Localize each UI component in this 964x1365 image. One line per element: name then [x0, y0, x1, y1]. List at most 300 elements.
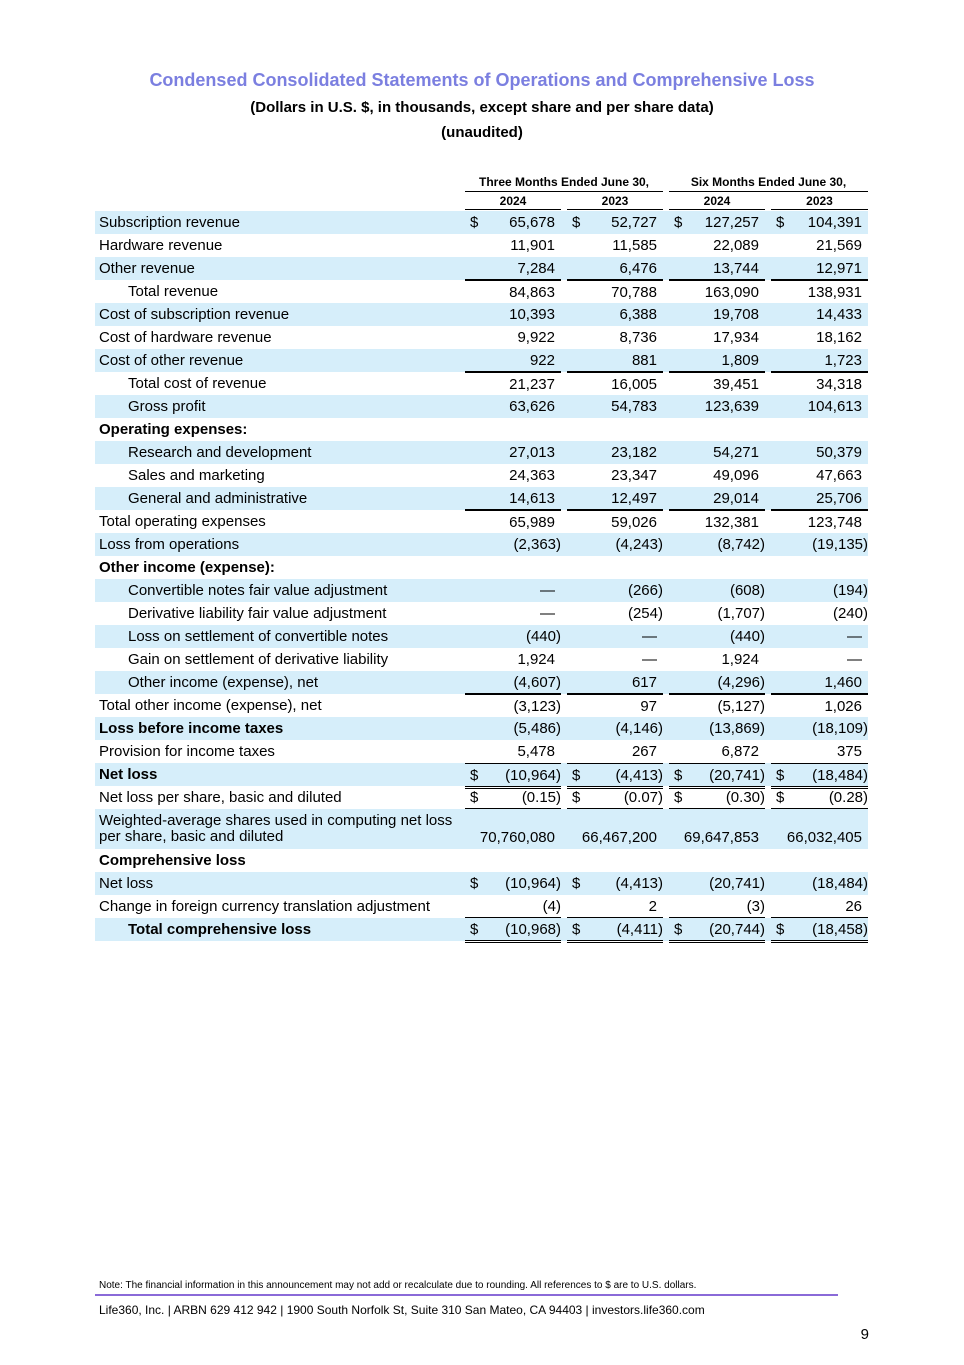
table-cell	[567, 826, 663, 848]
cell-value: 18,162	[816, 329, 862, 346]
row-label: Loss from operations	[99, 536, 240, 553]
table-cell	[669, 303, 765, 325]
table-row	[95, 809, 868, 849]
cell-value: (440)	[525, 628, 561, 645]
table-cell	[771, 349, 868, 372]
cell-value: (10,964)	[505, 767, 561, 784]
table-cell	[567, 487, 663, 510]
table-row	[95, 487, 868, 510]
cell-value: 14,433	[816, 306, 862, 323]
currency-symbol: $	[776, 921, 785, 938]
row-label: Comprehensive loss	[99, 852, 246, 869]
cell-value: (10,964)	[505, 875, 561, 892]
table-cell	[771, 280, 868, 303]
cell-value: 5,478	[517, 743, 555, 760]
table-cell	[567, 510, 663, 533]
row-label: Net loss per share, basic and diluted	[99, 789, 342, 806]
table-row	[95, 602, 868, 625]
cell-value: 14,613	[509, 490, 555, 507]
table-cell	[669, 280, 765, 303]
cell-value: 1,026	[824, 698, 862, 715]
cell-value: (5,486)	[513, 720, 561, 737]
cell-value: 34,318	[816, 376, 862, 393]
cell-value: (20,744)	[709, 921, 765, 938]
table-cell	[771, 602, 868, 624]
cell-value: 10,393	[509, 306, 555, 323]
cell-value: 65,989	[509, 514, 555, 531]
cell-value: (13,869)	[709, 720, 765, 737]
cell-value: 7,284	[517, 260, 555, 277]
cell-value: 21,237	[509, 376, 555, 393]
cell-value: 69,647,853	[683, 829, 759, 846]
table-row	[95, 326, 868, 349]
row-label: Total cost of revenue	[128, 375, 267, 392]
cell-value: (0.30)	[725, 789, 765, 806]
cell-value: 66,467,200	[581, 829, 657, 846]
table-row	[95, 257, 868, 280]
row-label: Cost of hardware revenue	[99, 329, 272, 346]
table-cell	[465, 234, 561, 256]
cell-value: —	[847, 628, 862, 645]
table-cell	[567, 257, 663, 280]
table-cell	[567, 625, 663, 647]
cell-value: (240)	[832, 605, 868, 622]
cell-value: (20,741)	[709, 875, 765, 892]
cell-value: 12,497	[611, 490, 657, 507]
cell-value: —	[540, 582, 555, 599]
cell-value: 66,032,405	[786, 829, 862, 846]
currency-symbol: $	[674, 214, 683, 231]
cell-value: 1,924	[517, 651, 555, 668]
cell-value: 1,723	[824, 352, 862, 369]
table-cell	[567, 694, 663, 717]
cell-value: 54,783	[611, 398, 657, 415]
currency-symbol: $	[572, 214, 581, 231]
header-year: 2023	[567, 193, 663, 210]
cell-value: (254)	[627, 605, 663, 622]
cell-value: 267	[631, 743, 657, 760]
table-cell	[669, 786, 765, 811]
table-cell	[669, 510, 765, 533]
cell-value: 132,381	[704, 514, 759, 531]
currency-symbol: $	[776, 214, 785, 231]
cell-value: (4)	[542, 898, 561, 915]
row-label: Loss before income taxes	[99, 720, 284, 737]
table-cell	[771, 872, 868, 894]
cell-value: 22,089	[713, 237, 759, 254]
currency-symbol: $	[470, 767, 479, 784]
table-cell	[771, 648, 868, 670]
header-year: 2024	[669, 193, 765, 210]
table-row	[95, 648, 868, 671]
row-label: Total operating expenses	[99, 513, 266, 530]
header-three-months: Three Months Ended June 30,	[465, 173, 663, 192]
page-number: 9	[860, 1326, 869, 1343]
cell-value: (4,413)	[615, 767, 663, 784]
cell-value: 59,026	[611, 514, 657, 531]
cell-value: 25,706	[816, 490, 862, 507]
cell-value: (19,135)	[812, 536, 868, 553]
cell-value: (2,363)	[513, 536, 561, 553]
table-cell	[669, 395, 765, 417]
table-cell	[771, 694, 868, 717]
table-cell	[771, 510, 868, 533]
cell-value: 104,613	[807, 398, 862, 415]
row-label: Other income (expense):	[99, 559, 275, 576]
table-cell	[771, 895, 868, 918]
currency-symbol: $	[674, 767, 683, 784]
cell-value: 24,363	[509, 467, 555, 484]
table-row	[95, 372, 868, 395]
row-label: Research and development	[128, 444, 312, 461]
currency-symbol: $	[470, 875, 479, 892]
table-cell	[669, 625, 765, 647]
cell-value: (4,146)	[615, 720, 663, 737]
cell-value: 104,391	[807, 214, 862, 231]
table-cell	[567, 280, 663, 303]
table-row	[95, 464, 868, 487]
table-cell	[567, 786, 663, 811]
cell-value: 127,257	[704, 214, 759, 231]
row-label: Derivative liability fair value adjustment	[128, 605, 387, 622]
table-row	[95, 717, 868, 740]
cell-value: 70,760,080	[479, 829, 555, 846]
cell-value: 8,736	[619, 329, 657, 346]
currency-symbol: $	[572, 875, 581, 892]
cell-value: 123,639	[704, 398, 759, 415]
cell-value: 23,347	[611, 467, 657, 484]
table-cell	[669, 895, 765, 918]
table-cell	[465, 326, 561, 348]
cell-value: (1,707)	[717, 605, 765, 622]
cell-value: 1,809	[721, 352, 759, 369]
table-cell	[465, 395, 561, 417]
cell-value: (4,607)	[513, 674, 561, 691]
statement-title: Condensed Consolidated Statements of Operations and Comprehensive Loss	[149, 70, 815, 90]
statement-subtitle: (Dollars in U.S. $, in thousands, except share and per share data)	[250, 99, 714, 116]
table-cell	[669, 648, 765, 670]
table-cell	[669, 740, 765, 762]
table-row	[95, 533, 868, 556]
table-cell	[567, 464, 663, 486]
row-label: Convertible notes fair value adjustment	[128, 582, 388, 599]
table-cell	[465, 441, 561, 463]
table-row	[95, 579, 868, 602]
table-cell	[669, 464, 765, 486]
table-cell	[669, 234, 765, 256]
table-cell	[771, 257, 868, 280]
row-label: Total comprehensive loss	[128, 921, 312, 938]
table-cell	[465, 257, 561, 280]
row-label: Change in foreign currency translation adjustment	[99, 898, 431, 915]
table-row	[95, 849, 868, 872]
table-cell	[567, 303, 663, 325]
table-row	[95, 211, 868, 234]
cell-value: —	[642, 628, 657, 645]
cell-value: 39,451	[713, 376, 759, 393]
cell-value: 54,271	[713, 444, 759, 461]
row-label: Net loss	[99, 766, 158, 783]
table-cell	[567, 579, 663, 601]
row-label: Weighted-average shares used in computing net loss per share, basic and diluted	[99, 812, 453, 845]
table-cell	[771, 579, 868, 601]
cell-value: (4,413)	[615, 875, 663, 892]
row-label: Operating expenses:	[99, 421, 248, 438]
table-cell	[465, 625, 561, 647]
cell-value: (0.07)	[623, 789, 663, 806]
cell-value: (0.28)	[828, 789, 868, 806]
cell-value: 50,379	[816, 444, 862, 461]
cell-value: 123,748	[807, 514, 862, 531]
cell-value: 27,013	[509, 444, 555, 461]
cell-value: (10,968)	[505, 921, 561, 938]
table-cell	[567, 372, 663, 395]
table-cell	[669, 671, 765, 694]
table-cell	[465, 487, 561, 510]
table-row	[95, 740, 868, 763]
table-row	[95, 625, 868, 648]
cell-value: 65,678	[509, 214, 555, 231]
table-cell	[771, 326, 868, 348]
table-cell	[465, 648, 561, 670]
cell-value: —	[540, 605, 555, 622]
table-row	[95, 895, 868, 918]
cell-value: (194)	[832, 582, 868, 599]
table-cell	[465, 533, 561, 555]
table-row	[95, 872, 868, 895]
cell-value: 9,922	[517, 329, 555, 346]
table-cell	[465, 872, 561, 894]
row-label: Subscription revenue	[99, 214, 240, 231]
table-cell	[669, 372, 765, 395]
table-row	[95, 441, 868, 464]
cell-value: —	[642, 651, 657, 668]
table-cell	[669, 257, 765, 280]
table-cell	[771, 918, 868, 943]
table-cell	[567, 234, 663, 256]
table-cell	[771, 786, 868, 811]
table-row	[95, 234, 868, 257]
table-cell	[465, 717, 561, 739]
cell-value: 19,708	[713, 306, 759, 323]
row-label: Cost of other revenue	[99, 352, 244, 369]
cell-value: 97	[640, 698, 657, 715]
cell-value: (18,109)	[812, 720, 868, 737]
table-cell	[669, 349, 765, 372]
table-cell	[771, 372, 868, 395]
cell-value: 375	[836, 743, 862, 760]
table-cell	[669, 326, 765, 348]
table-cell	[669, 533, 765, 555]
table-cell	[669, 441, 765, 463]
cell-value: (4,296)	[717, 674, 765, 691]
table-row	[95, 418, 868, 441]
cell-value: 63,626	[509, 398, 555, 415]
cell-value: (3,123)	[513, 698, 561, 715]
table-cell	[567, 441, 663, 463]
cell-value: 23,182	[611, 444, 657, 461]
row-label: Total revenue	[128, 283, 219, 300]
cell-value: 16,005	[611, 376, 657, 393]
row-label: Cost of subscription revenue	[99, 306, 290, 323]
table-cell	[465, 826, 561, 848]
table-body	[95, 211, 868, 941]
table-cell	[465, 372, 561, 395]
cell-value: 6,388	[619, 306, 657, 323]
table-cell	[567, 326, 663, 348]
table-cell	[567, 918, 663, 943]
table-cell	[465, 694, 561, 717]
table-row	[95, 671, 868, 694]
table-cell	[669, 579, 765, 601]
table-cell	[669, 211, 765, 233]
table-cell	[771, 740, 868, 762]
cell-value: (18,484)	[812, 767, 868, 784]
row-label: Sales and marketing	[128, 467, 265, 484]
row-label: Other revenue	[99, 260, 195, 277]
row-label: Loss on settlement of convertible notes	[128, 628, 389, 645]
cell-value: 21,569	[816, 237, 862, 254]
table-cell	[567, 533, 663, 555]
table-cell	[567, 349, 663, 372]
table-cell	[771, 303, 868, 325]
cell-value: 163,090	[704, 284, 759, 301]
table-cell	[567, 717, 663, 739]
table-cell	[465, 280, 561, 303]
table-cell	[771, 671, 868, 694]
footer-divider	[95, 1294, 838, 1296]
table-cell	[771, 533, 868, 555]
table-cell	[669, 717, 765, 739]
table-cell	[567, 211, 663, 233]
table-cell	[465, 464, 561, 486]
table-row	[95, 510, 868, 533]
header-year: 2023	[771, 193, 868, 210]
cell-value: (20,741)	[709, 767, 765, 784]
table-cell	[465, 349, 561, 372]
table-row	[95, 556, 868, 579]
cell-value: 6,872	[721, 743, 759, 760]
table-row	[95, 918, 868, 941]
table-row	[95, 303, 868, 326]
table-cell	[669, 918, 765, 943]
cell-value: (4,243)	[615, 536, 663, 553]
cell-value: 52,727	[611, 214, 657, 231]
unaudited-label: (unaudited)	[441, 124, 523, 141]
cell-value: —	[847, 651, 862, 668]
table-cell	[465, 895, 561, 918]
table-cell	[771, 441, 868, 463]
currency-symbol: $	[470, 921, 479, 938]
table-cell	[567, 671, 663, 694]
cell-value: 1,460	[824, 674, 862, 691]
table-cell	[567, 602, 663, 624]
cell-value: 17,934	[713, 329, 759, 346]
footnote: Note: The financial information in this announcement may not add or recalculate due to rounding. All references to $ are to U.S. dollars.	[99, 1280, 697, 1291]
table-row	[95, 395, 868, 418]
table-cell	[771, 826, 868, 848]
company-footer: Life360, Inc. | ARBN 629 412 942 | 1900 South Norfolk St, Suite 310 San Mateo, CA 94403 | investors.life360.com	[99, 1303, 705, 1317]
cell-value: 6,476	[619, 260, 657, 277]
table-cell	[567, 395, 663, 417]
currency-symbol: $	[572, 921, 581, 938]
currency-symbol: $	[776, 767, 785, 784]
cell-value: 47,663	[816, 467, 862, 484]
table-cell	[465, 740, 561, 762]
header-six-months: Six Months Ended June 30,	[669, 173, 868, 192]
table-cell	[771, 487, 868, 510]
table-cell	[669, 602, 765, 624]
cell-value: 12,971	[816, 260, 862, 277]
row-label: Total other income (expense), net	[99, 697, 322, 714]
currency-symbol: $	[470, 214, 479, 231]
cell-value: 49,096	[713, 467, 759, 484]
cell-value: (440)	[729, 628, 765, 645]
currency-symbol: $	[776, 789, 785, 806]
cell-value: 29,014	[713, 490, 759, 507]
table-cell	[465, 918, 561, 943]
table-cell	[567, 872, 663, 894]
table-row	[95, 349, 868, 372]
currency-symbol: $	[572, 789, 581, 806]
cell-value: 2	[648, 898, 657, 915]
cell-value: 881	[631, 352, 657, 369]
cell-value: 11,901	[510, 237, 555, 254]
table-cell	[465, 602, 561, 624]
table-row	[95, 763, 868, 786]
currency-symbol: $	[674, 789, 683, 806]
table-cell	[669, 826, 765, 848]
table-cell	[771, 395, 868, 417]
cell-value: 70,788	[611, 284, 657, 301]
table-cell	[465, 786, 561, 811]
currency-symbol: $	[572, 767, 581, 784]
table-row	[95, 786, 868, 809]
cell-value: 1,924	[721, 651, 759, 668]
cell-value: (18,484)	[812, 875, 868, 892]
row-label: Gain on settlement of derivative liability	[128, 651, 389, 668]
cell-value: 84,863	[509, 284, 555, 301]
cell-value: (0.15)	[521, 789, 561, 806]
table-cell	[669, 872, 765, 894]
table-cell	[771, 464, 868, 486]
table-cell	[771, 717, 868, 739]
row-label: Net loss	[99, 875, 154, 892]
cell-value: (8,742)	[717, 536, 765, 553]
table-row	[95, 694, 868, 717]
cell-value: 11,585	[612, 237, 657, 254]
row-label: Gross profit	[128, 398, 206, 415]
header-year: 2024	[465, 193, 561, 210]
cell-value: (5,127)	[717, 698, 765, 715]
row-label: Provision for income taxes	[99, 743, 275, 760]
cell-value: 138,931	[807, 284, 862, 301]
cell-value: (4,411)	[616, 921, 663, 938]
table-cell	[669, 487, 765, 510]
table-cell	[465, 510, 561, 533]
table-cell	[465, 211, 561, 233]
table-cell	[771, 234, 868, 256]
currency-symbol: $	[674, 921, 683, 938]
table-cell	[465, 579, 561, 601]
row-label: Hardware revenue	[99, 237, 223, 254]
cell-value: 26	[845, 898, 862, 915]
table-cell	[465, 671, 561, 694]
table-row	[95, 280, 868, 303]
cell-value: 922	[529, 352, 555, 369]
table-cell	[771, 625, 868, 647]
cell-value: (608)	[729, 582, 765, 599]
